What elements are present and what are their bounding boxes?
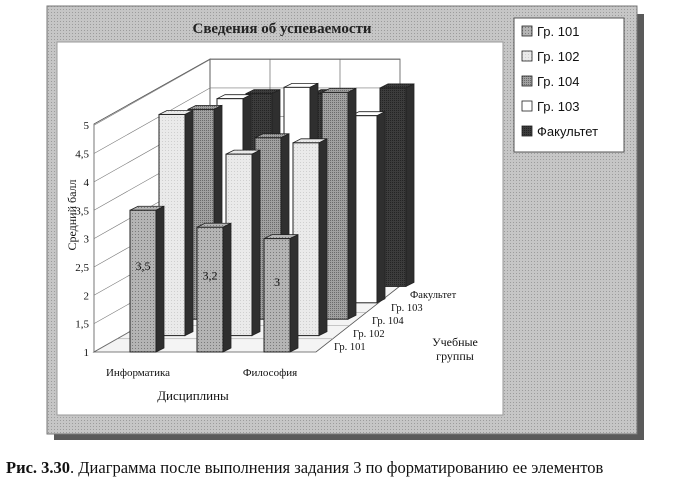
bar-front (197, 227, 223, 352)
y-axis-title: Средний балл (65, 179, 79, 251)
z-axis-title-line1: Учебные (432, 335, 478, 349)
bar-side (223, 223, 231, 352)
depth-label: Гр. 103 (391, 303, 423, 314)
legend-label: Факультет (537, 124, 599, 139)
bar-side (252, 150, 260, 335)
chart-title: Сведения об успеваемости (192, 21, 372, 37)
x-tick-label-0: Информатика (105, 367, 171, 379)
y-tick-label: 2,5 (75, 261, 89, 274)
depth-label: Гр. 102 (353, 329, 385, 340)
legend-swatch (522, 101, 532, 111)
caption-text: . Диаграмма после выполнения задания 3 по форматированию ее элементов (70, 458, 604, 477)
legend-label: Гр. 104 (537, 74, 580, 89)
bar-side (319, 139, 327, 336)
x-axis-title: Дисциплины (157, 388, 229, 403)
bar-front (264, 239, 290, 352)
bar-side (406, 84, 414, 286)
y-tick-label: 4,5 (75, 148, 89, 161)
legend-label: Гр. 101 (537, 24, 580, 39)
legend-swatch (522, 126, 532, 136)
depth-label: Гр. 101 (334, 342, 366, 353)
depth-label: Гр. 104 (372, 316, 404, 327)
bar-side (377, 112, 385, 303)
data-label: 3,2 (202, 268, 218, 283)
bar (197, 223, 231, 352)
bar-side (185, 110, 193, 335)
legend-swatch (522, 76, 532, 86)
data-label: 3,5 (135, 258, 151, 273)
legend-label: Гр. 103 (537, 99, 580, 114)
caption-number: Рис. 3.30 (6, 458, 71, 477)
y-tick-label: 1 (83, 347, 89, 359)
y-tick-label: 3,5 (75, 205, 89, 218)
y-tick-label: 1,5 (75, 318, 89, 331)
bar (130, 206, 164, 352)
y-tick-label: 2 (83, 290, 89, 303)
bar-side (290, 235, 298, 352)
data-label: 3 (274, 275, 280, 290)
bar-front (130, 210, 156, 352)
figure-caption (6, 458, 692, 478)
y-tick-label: 3 (83, 233, 89, 246)
bar (264, 235, 298, 352)
x-tick-label-2: Философия (242, 367, 298, 379)
legend-swatch (522, 26, 532, 36)
depth-label: Факультет (410, 290, 457, 301)
z-axis-title-line2: группы (436, 349, 474, 363)
legend-label: Гр. 102 (537, 49, 580, 64)
legend-swatch (522, 51, 532, 61)
y-tick-label: 4 (83, 176, 89, 189)
bar-side (156, 206, 164, 352)
bar-side (348, 88, 356, 319)
y-tick-label: 5 (83, 120, 89, 133)
